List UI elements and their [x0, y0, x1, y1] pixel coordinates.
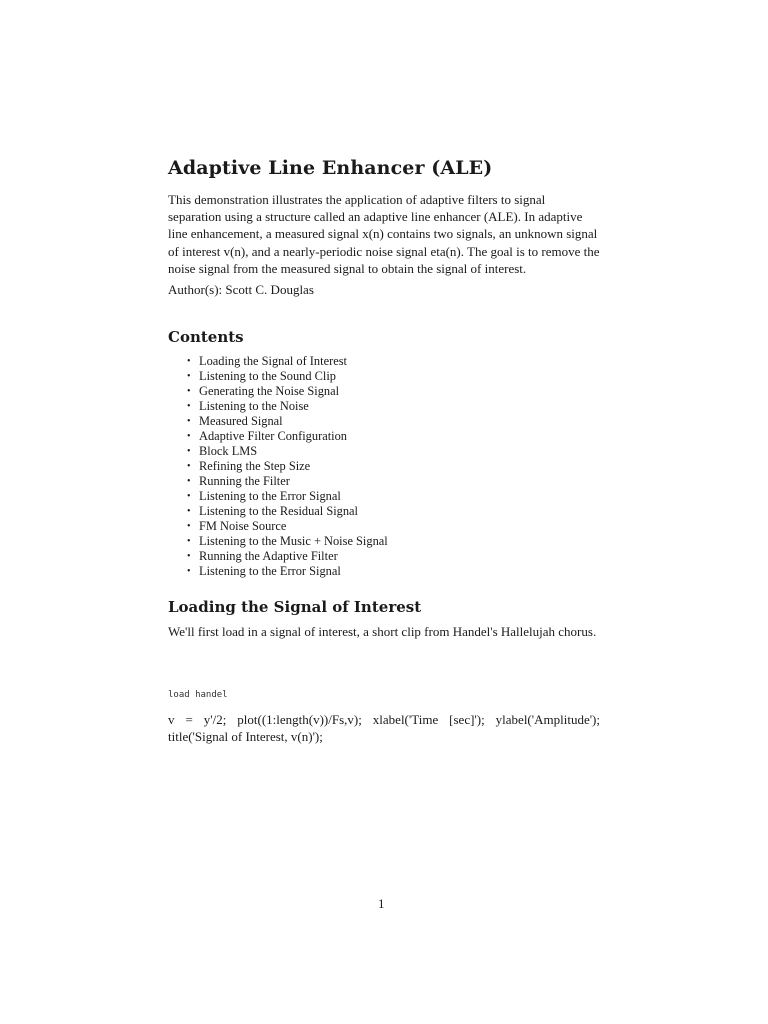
contents-item[interactable] — [187, 489, 388, 504]
contents-item[interactable] — [187, 474, 388, 489]
bullet-icon: • — [187, 431, 191, 442]
contents-item-label: Listening to the Error Signal — [199, 489, 341, 503]
bullet-icon: • — [187, 566, 191, 577]
contents-item[interactable] — [187, 384, 388, 399]
contents-item[interactable] — [187, 459, 388, 474]
loading-section-heading: Loading the Signal of Interest — [168, 598, 422, 616]
contents-list — [187, 354, 388, 579]
bullet-icon: • — [187, 476, 191, 487]
contents-heading: Contents — [168, 328, 244, 346]
contents-item-label: Refining the Step Size — [199, 459, 311, 473]
contents-item-label: Generating the Noise Signal — [199, 384, 340, 398]
contents-item[interactable] — [187, 444, 388, 459]
document-title: Adaptive Line Enhancer (ALE) — [168, 157, 493, 179]
bullet-icon: • — [187, 371, 191, 382]
contents-item-label: Listening to the Error Signal — [199, 564, 341, 578]
page-number: 1 — [378, 896, 385, 911]
bullet-icon: • — [187, 446, 191, 457]
bullet-icon: • — [187, 536, 191, 547]
bullet-icon: • — [187, 356, 191, 367]
intro-paragraph: This demonstration illustrates the application of adaptive filters to signal separation using a structure called an adaptive line enhancer (ALE). In adaptive line enhancement, a measured signal x(n) contains two signals, an unknown signal of interest v(n), and a nearly-periodic noise signal eta(n). The goal is to remove the noise signal from the measured signal to obtain the signal of interest. — [168, 192, 600, 276]
contents-item-label: Measured Signal — [199, 414, 283, 428]
bullet-icon: • — [187, 506, 191, 517]
bullet-icon: • — [187, 491, 191, 502]
bullet-icon: • — [187, 521, 191, 532]
bullet-icon: • — [187, 551, 191, 562]
contents-item-label: Running the Adaptive Filter — [199, 549, 338, 563]
contents-item-label: Listening to the Music + Noise Signal — [199, 534, 388, 548]
contents-item-label: Block LMS — [199, 444, 258, 458]
bullet-icon: • — [187, 401, 191, 412]
code-block: load handel — [168, 690, 228, 700]
contents-item[interactable] — [187, 564, 388, 579]
contents-item[interactable] — [187, 429, 388, 444]
contents-item-label: Loading the Signal of Interest — [199, 354, 347, 368]
document-page — [168, 0, 600, 1024]
code-output-text: v = y'/2; plot((1:length(v))/Fs,v); xlabel('Time [sec]'); ylabel('Amplitude'); title('Signal of Interest, v(n)'); — [168, 712, 600, 744]
contents-item[interactable] — [187, 504, 388, 519]
bullet-icon: • — [187, 416, 191, 427]
contents-item-label: Listening to the Sound Clip — [199, 369, 336, 383]
contents-item[interactable] — [187, 519, 388, 534]
contents-item[interactable] — [187, 549, 388, 564]
bullet-icon: • — [187, 386, 191, 397]
contents-item[interactable] — [187, 414, 388, 429]
author-line: Author(s): Scott C. Douglas — [168, 282, 314, 297]
contents-item[interactable] — [187, 534, 388, 549]
contents-item-label: Listening to the Residual Signal — [199, 504, 358, 518]
contents-item-label: Adaptive Filter Configuration — [199, 429, 347, 443]
contents-item-label: Running the Filter — [199, 474, 290, 488]
bullet-icon: • — [187, 461, 191, 472]
contents-item-label: Listening to the Noise — [199, 399, 309, 413]
contents-item-label: FM Noise Source — [199, 519, 287, 533]
contents-item[interactable] — [187, 399, 388, 414]
contents-item[interactable] — [187, 369, 388, 384]
loading-section-text: We'll first load in a signal of interest, a short clip from Handel's Hallelujah chorus. — [168, 624, 597, 639]
contents-item[interactable] — [187, 354, 388, 369]
